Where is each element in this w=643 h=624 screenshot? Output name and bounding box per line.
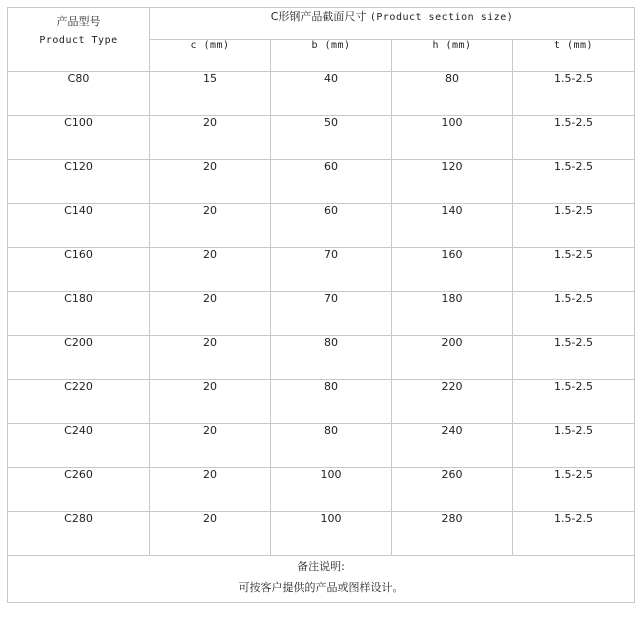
cell-type: C220 (8, 380, 150, 424)
cell-t: 1.5-2.5 (513, 424, 635, 468)
cell-h: 180 (392, 292, 513, 336)
cell-t: 1.5-2.5 (513, 292, 635, 336)
cell-type: C140 (8, 204, 150, 248)
cell-type: C120 (8, 160, 150, 204)
cell-t: 1.5-2.5 (513, 336, 635, 380)
cell-h: 280 (392, 512, 513, 556)
product-type-header-zh: 产品型号 (56, 15, 101, 28)
cell-h: 80 (392, 72, 513, 116)
cell-h: 200 (392, 336, 513, 380)
cell-type: C80 (8, 72, 150, 116)
cell-h: 260 (392, 468, 513, 512)
cell-b: 40 (271, 72, 392, 116)
cell-h: 160 (392, 248, 513, 292)
note-row (8, 556, 635, 603)
cell-c: 20 (150, 292, 271, 336)
cell-c: 20 (150, 204, 271, 248)
table-row (8, 72, 635, 116)
table-row (8, 292, 635, 336)
cell-c: 20 (150, 336, 271, 380)
cell-b: 80 (271, 380, 392, 424)
cell-c: 20 (150, 380, 271, 424)
note-text: 可按客户提供的产品或图样设计。 (238, 581, 404, 594)
table-row (8, 468, 635, 512)
cell-type: C200 (8, 336, 150, 380)
cell-t: 1.5-2.5 (513, 468, 635, 512)
column-header-t: t (mm) (513, 40, 635, 72)
table-row (8, 160, 635, 204)
table-row (8, 512, 635, 556)
section-size-header (150, 8, 635, 40)
header-row (8, 8, 635, 40)
table-row (8, 336, 635, 380)
cell-type: C260 (8, 468, 150, 512)
cell-b: 70 (271, 292, 392, 336)
cell-t: 1.5-2.5 (513, 72, 635, 116)
cell-type: C160 (8, 248, 150, 292)
table-row (8, 380, 635, 424)
product-type-header (8, 8, 150, 72)
cell-type: C180 (8, 292, 150, 336)
cell-t: 1.5-2.5 (513, 512, 635, 556)
cell-h: 220 (392, 380, 513, 424)
note-cell (8, 556, 635, 603)
cell-b: 80 (271, 424, 392, 468)
cell-b: 80 (271, 336, 392, 380)
cell-h: 120 (392, 160, 513, 204)
column-header-h: h (mm) (392, 40, 513, 72)
cell-t: 1.5-2.5 (513, 160, 635, 204)
note-title: 备注说明: (297, 560, 345, 573)
product-type-header-en: Product Type (39, 35, 118, 46)
cell-h: 100 (392, 116, 513, 160)
cell-c: 20 (150, 248, 271, 292)
cell-type: C100 (8, 116, 150, 160)
cell-type: C240 (8, 424, 150, 468)
cell-b: 60 (271, 204, 392, 248)
section-size-header-en: (Product section size) (369, 12, 514, 23)
cell-h: 240 (392, 424, 513, 468)
table-row (8, 204, 635, 248)
cell-t: 1.5-2.5 (513, 380, 635, 424)
column-header-c: c (mm) (150, 40, 271, 72)
product-spec-table (7, 7, 635, 603)
section-size-header-zh: C形钢产品截面尺寸 (270, 10, 367, 23)
cell-c: 20 (150, 424, 271, 468)
cell-c: 20 (150, 512, 271, 556)
cell-c: 20 (150, 468, 271, 512)
table-row (8, 116, 635, 160)
column-header-b: b (mm) (271, 40, 392, 72)
cell-b: 70 (271, 248, 392, 292)
cell-t: 1.5-2.5 (513, 116, 635, 160)
cell-c: 15 (150, 72, 271, 116)
cell-b: 50 (271, 116, 392, 160)
cell-t: 1.5-2.5 (513, 248, 635, 292)
cell-type: C280 (8, 512, 150, 556)
cell-h: 140 (392, 204, 513, 248)
cell-b: 100 (271, 512, 392, 556)
cell-t: 1.5-2.5 (513, 204, 635, 248)
table-row (8, 424, 635, 468)
cell-b: 60 (271, 160, 392, 204)
cell-c: 20 (150, 116, 271, 160)
cell-b: 100 (271, 468, 392, 512)
table-row (8, 248, 635, 292)
cell-c: 20 (150, 160, 271, 204)
